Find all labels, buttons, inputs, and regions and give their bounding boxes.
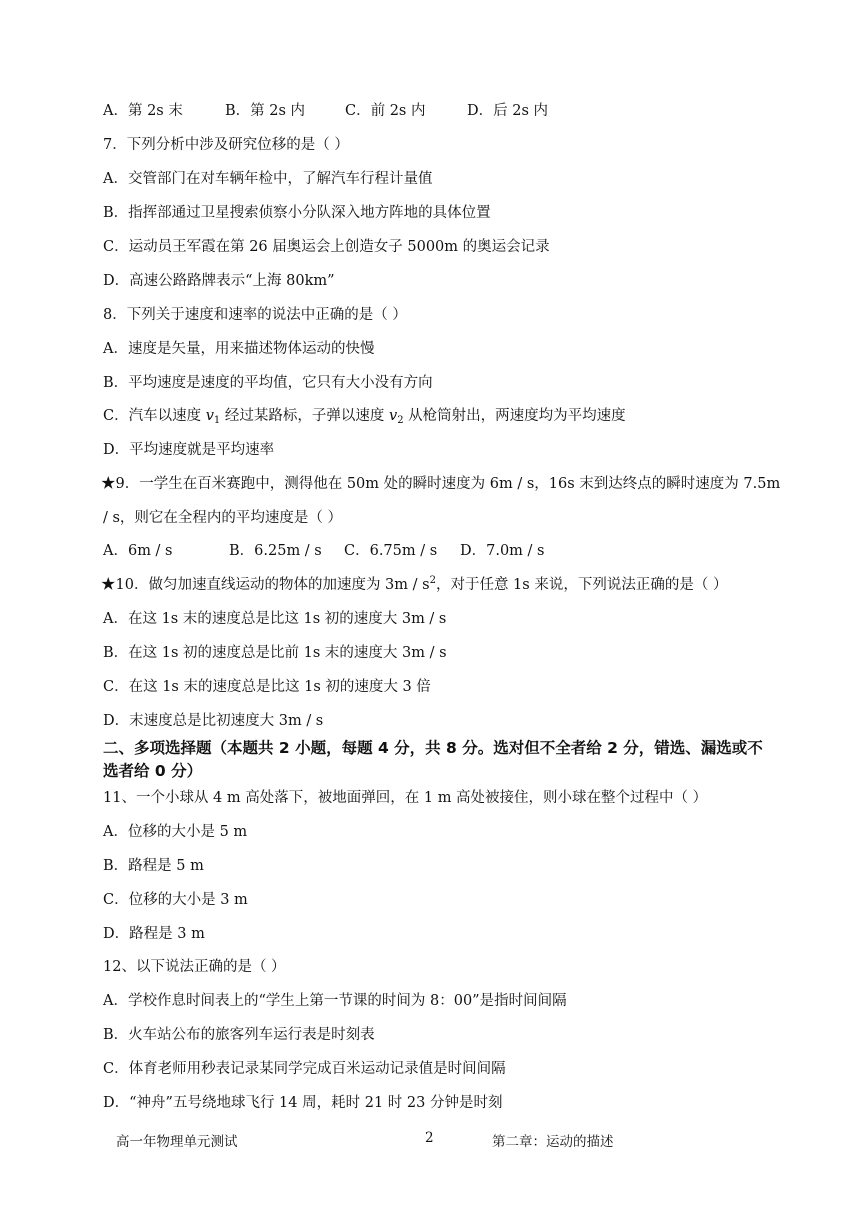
q8-velocity-symbol-2: v [389,408,398,424]
q7-option-a: A．交管部门在对车辆年检中，了解汽车行程计量值 [103,171,433,187]
q8-option-c-text-2: 经过某路标，子弹以速度 [220,408,389,424]
q9-options-row [103,541,544,561]
footer-right: 第二章：运动的描述 [492,1134,614,1150]
q7-stem: 7．下列分析中涉及研究位移的是（ ） [103,137,349,153]
q11-option-b: B．路程是 5 m [103,858,204,874]
q8-option-c-text-3: 从枪筒射出，两速度均为平均速度 [403,408,626,424]
q10-stem-text-2: ，对于任意 1s 来说，下列说法正确的是（ ） [435,577,728,593]
q12-option-a: A．学校作息时间表上的“学生上第一节课的时间为 8：00”是指时间间隔 [103,993,567,1009]
q9-stem-line-2: / s，则它在全程内的平均速度是（ ） [103,510,343,526]
q6-options-row [103,101,548,121]
q6-option-a: A．第 2s 末 [103,103,183,119]
section-2-heading: 二、多项选择题（本题共 2 小题，每题 4 分，共 8 分。选对但不全者给 2 分，错选、漏选或不选者给 0 分） [103,739,763,780]
footer-left: 高一年物理单元测试 [116,1134,238,1150]
q10-option-d: D．末速度总是比初速度大 3m / s [103,713,324,729]
q8-subscript-1: 1 [213,415,221,426]
q8-option-a: A．速度是矢量，用来描述物体运动的快慢 [103,341,375,357]
q9-option-d: D．7.0m / s [460,543,545,559]
q10-option-c: C．在这 1s 末的速度总是比这 1s 初的速度大 3 倍 [103,679,431,695]
q6-option-c: C．前 2s 内 [345,103,426,119]
q11-option-a: A．位移的大小是 5 m [103,824,248,840]
q12-option-c: C．体育老师用秒表记录某同学完成百米运动记录值是时间间隔 [103,1061,506,1077]
q8-stem: 8．下列关于速度和速率的说法中正确的是（ ） [103,307,407,323]
q8-option-c-text-1: C．汽车以速度 [103,408,206,424]
q9-option-a: A．6m / s [103,543,173,559]
q8-option-c [103,406,626,431]
q10-stem [101,575,727,595]
q7-option-b: B．指挥部通过卫星搜索侦察小分队深入地方阵地的具体位置 [103,205,491,221]
q11-option-c: C．位移的大小是 3 m [103,892,248,908]
footer-page-number: 2 [425,1130,434,1146]
q10-stem-text-1: ★10．做匀加速直线运动的物体的加速度为 3m / s [101,577,430,593]
q8-velocity-symbol-1: v [205,408,214,424]
q12-option-b: B．火车站公布的旅客列车运行表是时刻表 [103,1027,375,1043]
q10-option-b: B．在这 1s 初的速度总是比前 1s 末的速度大 3m / s [103,645,447,661]
q6-option-d: D．后 2s 内 [467,103,549,119]
q9-stem-line-1: ★9．一学生在百米赛跑中，测得他在 50m 处的瞬时速度为 6m / s，16s 末到达终点的瞬时速度为 7.5m [101,476,781,492]
q11-option-d: D．路程是 3 m [103,926,205,942]
q8-option-d: D．平均速度就是平均速率 [103,442,275,458]
q9-option-c: C．6.75m / s [344,543,438,559]
q8-subscript-2: 2 [397,415,404,426]
q7-option-c: C．运动员王军霞在第 26 届奥运会上创造女子 5000m 的奥运会记录 [103,239,550,255]
q9-option-b: B．6.25m / s [229,543,322,559]
q12-stem: 12、以下说法正确的是（ ） [103,959,286,975]
q6-option-b: B．第 2s 内 [225,103,306,119]
q11-stem: 11、一个小球从 4 m 高处落下，被地面弹回，在 1 m 高处被接住，则小球在整个过程中（ ） [103,790,708,806]
q10-option-a: A．在这 1s 末的速度总是比这 1s 初的速度大 3m / s [103,611,447,627]
q7-option-d: D．高速公路路牌表示“上海 80km” [103,273,335,289]
q12-option-d: D．“神舟”五号绕地球飞行 14 周，耗时 21 时 23 分钟是时刻 [103,1095,503,1111]
q10-superscript: 2 [429,575,436,586]
q8-option-b: B．平均速度是速度的平均值，它只有大小没有方向 [103,375,433,391]
